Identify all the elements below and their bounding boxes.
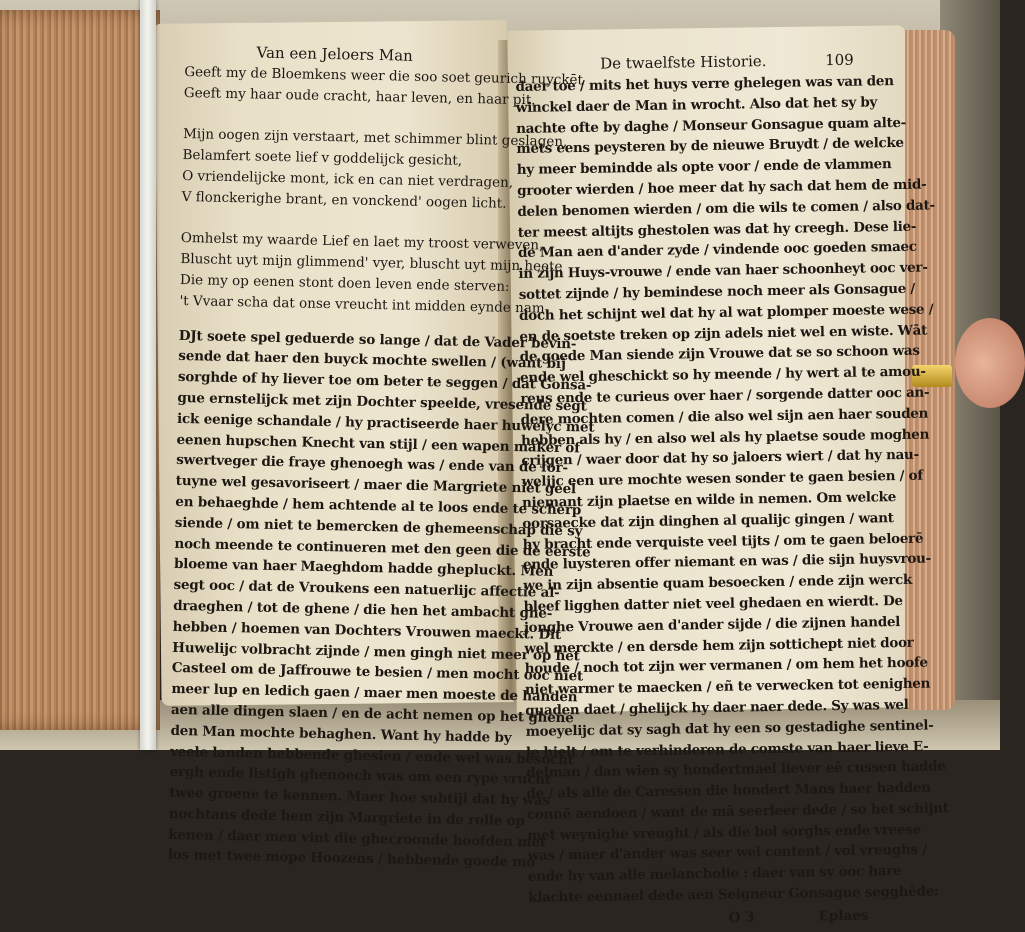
text-line: bloeme van haer Maeghdom hadde ghepluckt. Men — [173, 556, 554, 581]
holding-finger — [955, 318, 1025, 408]
text-line: ick eenige schandale / hy practiseerde haer huwelyc met — [176, 410, 595, 436]
text-line: Omhelst my waarde Lief en laet my troost verweven, — [180, 230, 544, 254]
text-line: quaden daet / ghelijck hy daer naer dede. Sy was wel — [525, 696, 909, 719]
text-line: draeghen / tot de ghene / die hen het ambacht ghe- — [172, 597, 553, 622]
text-line: was / maer d'ander was seer wel content / vol vreughs / — [527, 842, 927, 865]
text-line: kenen / daer men vint die ghecroonde hoofden met — [168, 826, 546, 851]
text-line: met weynighe vreught / als die bol sorghs ende vreese — [527, 821, 922, 844]
text-line: connē aendoen / want de mā seerleer dede / so het schijnt — [526, 800, 949, 823]
right-page-footer — [528, 903, 878, 930]
text-line: Casteel om de Jaffrouwe te besien / men mocht ooc niet — [171, 660, 584, 685]
text-line: Geeft my de Bloemkens weer die soo soet geurich ruyckēt — [184, 63, 584, 89]
text-line: veele landen hebbende ghesien / ende wel was besocht — [169, 743, 574, 768]
left-page-block-edge — [0, 10, 160, 730]
left-running-title: Van een Jeloers Man — [256, 43, 414, 65]
text-line: we in zijn absentie quam besoecken / ende zijn werck — [523, 571, 913, 595]
text-line: en de soetste treken op zijn adels niet wel en wiste. Wāt — [519, 322, 928, 345]
text-line: in zijn Huys-vrouwe / ende van haer schoonheyt ooc ver- — [518, 259, 928, 283]
text-line: ende hy van alle melancholie : daer van sy ooc hare — [527, 863, 902, 886]
right-page-text — [515, 48, 950, 930]
text-line: ende luysteren offer niemant en was / die sijn huysvrou- — [522, 550, 932, 574]
signature-mark: O 3 — [728, 909, 755, 926]
text-line: eenen hupschen Knecht van stijl / een wapen maker of — [176, 431, 580, 456]
text-line: nochtans dede hem zijn Margriete in de rolle op — [168, 805, 525, 830]
text-line: niemant zijn plaetse en wilde in nemen. Om welcke — [521, 489, 897, 511]
text-line: Geeft my haar oude cracht, haar leven, en haar pit. — [183, 84, 536, 109]
text-line: hy meer bemindde als opte voor / ende de vlammen — [516, 156, 892, 179]
page-number: 109 — [824, 50, 854, 70]
text-line: wel merckte / en dersde hem zijn sottichept niet door — [524, 634, 914, 657]
text-line: daer toe / mits het huys verre ghelegen was van den — [515, 73, 894, 95]
text-line: winckel daer de Man in wrocht. Also dat het sy by — [515, 94, 878, 116]
text-line: siende / om niet te bemercken de ghemeenschap die sy — [174, 514, 583, 540]
text-line: V flonckerighe brant, en vonckend' oogen licht. — [181, 188, 507, 212]
text-line: Huwelijc volbracht zijnde / men gingh niet meer op het — [172, 639, 580, 664]
text-line: bleef ligghen datter niet veel ghedaen en wierdt. De — [523, 592, 903, 615]
text-line: sottet zijnde / hy bemindese noch meer als Gonsague / — [518, 280, 916, 303]
text-line: hebben als hy / en also wel als hy plaetse soude moghen — [520, 426, 930, 449]
text-line: ergh ende listigh ghenoech was om een rype vrucht — [169, 764, 551, 789]
text-line: dere mochten comen / die also wel sijn aen haer souden — [520, 405, 929, 428]
text-line: Bluscht uyt mijn glimmend' vyer, bluscht uyt mijn heete — [180, 251, 563, 276]
text-line: houde / noch tot zijn wer vermanen / om hem het hoofe — [524, 654, 928, 678]
text-line: segt ooc / dat de Vroukens een natuerlijc affectie al- — [173, 577, 560, 602]
text-line: reus ende te curieus over haer / sorgende datter ooc an- — [520, 384, 930, 407]
text-line: grooter wierden / hoe meer dat hy sach dat hem de mid- — [517, 176, 927, 199]
text-line: ter meest altijts ghestolen was dat hy creegh. Dese lie- — [517, 218, 917, 241]
right-prose — [515, 70, 950, 908]
text-line: aen alle dingen slaen / en de acht nemen op het ghene — [170, 701, 574, 727]
text-line: DJt soete spel geduerde so lange / dat de Vader bevin- — [178, 327, 577, 352]
text-line: den Man mochte behaghen. Want hy hadde by — [170, 722, 512, 746]
text-line: jonghe Vrouwe aen d'ander sijde / die zijnen handel — [523, 613, 901, 636]
text-line: tuyne wel gesavoriseert / maer die Margriete niet geel — [175, 473, 577, 498]
text-line: hebben / hoemen van Dochters Vrouwen maeckt. Dit — [172, 618, 562, 643]
text-line: en behaeghde / hem achtende al te loos ende te scherp — [175, 493, 582, 519]
text-line: crijgen / waer door dat hy so jaloers wiert / dat hy nau- — [521, 447, 919, 470]
text-line: 't Vvaar scha dat onse vreucht int midden eynde nam. — [179, 292, 550, 317]
text-line: ende wel gheschickt so hy meende / hy wert al te amou- — [519, 363, 926, 387]
right-running-title: De twaelfste Historie. — [600, 52, 767, 73]
text-line: O vriendelijcke mont, ick en can niet verdragen, — [181, 167, 514, 191]
text-line: doch het schijnt wel dat hy al wat plomper moeste wese / — [518, 301, 934, 324]
text-line: swertveger die fraye ghenoegh was / ende van de for- — [176, 452, 568, 477]
text-line: meer lup en ledich gaen / maer men moeste de handen — [171, 680, 578, 706]
text-line: hy bracht ende verquiste veel tijts / om te gaen beloerē — [522, 530, 924, 553]
text-line: los met twee mope Hoozens / hebbende goede mo — [167, 847, 536, 871]
text-line: delman / dan wien sy hondertmael liever eē cussen hadde — [526, 758, 946, 782]
text-line: oorsaecke dat zijn dinghen al qualijc gingen / want — [522, 509, 894, 532]
text-line: welijc een ure mochte wesen sonder te gaen besien / of — [521, 467, 923, 491]
text-line: Belamfert soete lief v goddelijck gesicht, — [182, 147, 463, 170]
text-line: gue ernstelijck met zijn Dochter speelde, vresende segt — [177, 389, 587, 415]
bookmark-ribbon — [140, 0, 156, 750]
text-line: de goede Man siende zijn Vrouwe dat se so schoon was — [519, 343, 920, 366]
catchword: Eplaes — [818, 907, 869, 925]
text-line: sorghde of hy liever toe om beter te seggen / dat Gonsa- — [177, 369, 592, 394]
text-line: twee groene te kennen. Maer hoe subtijl dat hy was — [169, 784, 550, 809]
text-line: nachte ofte by daghe / Monseur Gonsague quam alte- — [516, 114, 907, 137]
text-line: de Man aen d'ander zyde / vindende ooc goeden smaec — [517, 239, 917, 262]
text-line: moeyelijc dat sy sagh dat hy een so gestadighe sentinel- — [525, 717, 934, 740]
text-line: Mijn oogen zijn verstaart, met schimmer blint geslagen, — [182, 126, 568, 151]
text-line: sende dat haer den buyck mochte swellen / (want bĳ — [178, 348, 566, 373]
text-line: de / als alle de Caressen die hondert Mans haer hadden — [526, 779, 931, 803]
text-line: le hielt / om te verhinderen de comste van haer lieve E- — [525, 738, 929, 761]
text-line: klachte eennael dede aen Seigneur Gonsague segghēde: — [528, 883, 939, 906]
text-line: niet warmer te maecken / eñ te verwecken tot eenighen — [524, 675, 931, 699]
text-line: Die my op eenen stont doen leven ende sterven: — [179, 271, 510, 295]
text-line: delen benomen wierden / om die wils te comen / also dat- — [517, 197, 935, 220]
text-line: noch meende te continueren met den geen die de eerste — [174, 535, 591, 561]
text-line: mets eens peysteren by de nieuwe Bruydt / de welcke — [516, 135, 904, 158]
